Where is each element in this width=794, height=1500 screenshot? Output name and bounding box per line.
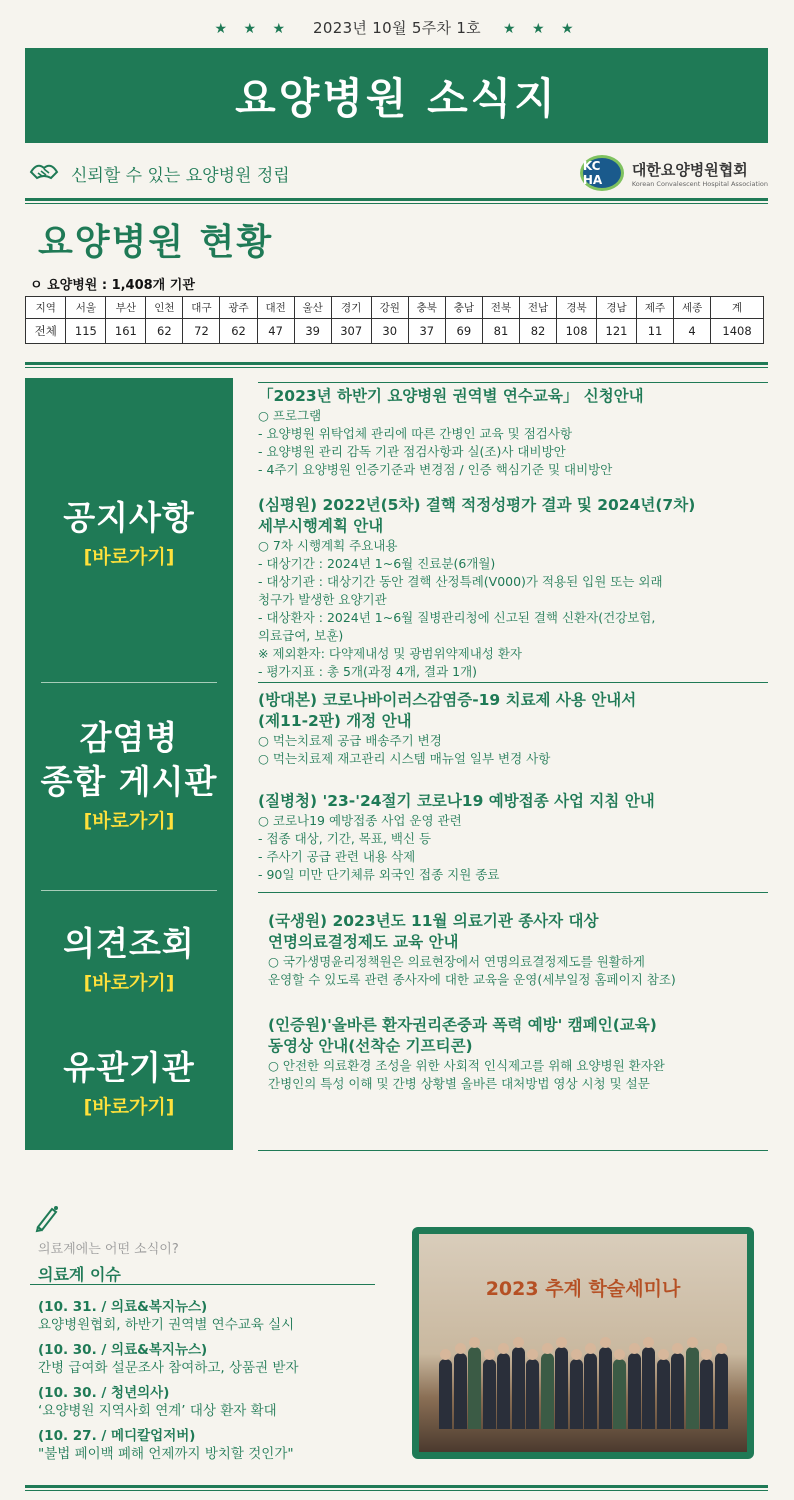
table-cell: 제주 (636, 297, 673, 319)
photo-person (468, 1347, 481, 1429)
photo-people (439, 1329, 739, 1429)
category-sidebar (25, 378, 233, 1150)
photo-banner-text: 2023 추계 학술세미나 (485, 1278, 681, 1300)
news-headline[interactable]: 요양병원협회, 하반기 권역별 연수교육 실시 (38, 1317, 295, 1333)
body-line: - 대상환자 : 2024년 1~6월 질병관리청에 신고된 결핵 신환자(건강보험, (258, 610, 656, 625)
photo-person (715, 1353, 728, 1429)
table-cell: 4 (674, 319, 711, 344)
body-line: 청구가 발생한 요양기관 (258, 592, 387, 607)
notice-category[interactable] (25, 496, 233, 569)
stars-left: ★ ★ ★ (214, 21, 292, 37)
photo-person (454, 1353, 467, 1429)
infect-category[interactable] (25, 716, 233, 833)
table-cell: 108 (557, 319, 597, 344)
news-date: (10. 30. / 의료&복지뉴스) (38, 1342, 208, 1358)
infect-heading-2: 종합 게시판 (40, 762, 218, 801)
news-rule (30, 1284, 375, 1285)
photo-person (555, 1347, 568, 1429)
related-category[interactable] (25, 1046, 233, 1119)
table-cell: 전체 (26, 319, 66, 344)
table-cell: 지역 (26, 297, 66, 319)
table-cell: 울산 (294, 297, 331, 319)
status-summary: ㅇ 요양병원 : 1,408개 기관 (30, 278, 195, 293)
table-cell: 11 (636, 319, 673, 344)
table-cell: 47 (257, 319, 294, 344)
slogan (25, 160, 290, 187)
region-count-row (26, 319, 764, 344)
sidebar-divider (41, 682, 217, 683)
opinion-category[interactable] (25, 922, 233, 995)
table-cell: 62 (146, 319, 183, 344)
opinion-item-title-2: 동영상 안내(선착순 기프티콘) (268, 1037, 473, 1055)
infect-heading-1: 감염병 (79, 718, 179, 757)
body-line: - 요양병원 위탁업체 관리에 따른 간병인 교육 및 점검사항 (258, 426, 573, 441)
table-cell: 대구 (183, 297, 220, 319)
body-line: - 주사기 공급 관련 내용 삭제 (258, 849, 416, 864)
body-line: - 90일 미만 단기체류 외국인 접종 지원 종료 (258, 867, 500, 882)
news-title: 의료계 이슈 (38, 1265, 121, 1284)
news-date: (10. 27. / 메디칼업저버) (38, 1428, 196, 1444)
news-date: (10. 31. / 의료&복지뉴스) (38, 1299, 208, 1315)
opinion-heading: 의견조회 (63, 924, 195, 963)
body-line: ○ 프로그램 (258, 408, 322, 423)
table-cell: 경북 (557, 297, 597, 319)
header-divider (25, 198, 768, 204)
news-headline[interactable]: 간병 급여화 설문조사 참여하고, 상품권 받자 (38, 1360, 299, 1376)
opinion-item-lst[interactable] (268, 911, 778, 989)
body-line: ○ 먹는치료제 재고관리 시스템 매뉴얼 일부 변경 사항 (258, 751, 551, 766)
body-line: - 요양병원 관리 감독 기관 점검사항과 실(조)사 대비방안 (258, 444, 566, 459)
region-table (25, 296, 764, 344)
photo-person (613, 1359, 626, 1429)
footer-divider (25, 1485, 768, 1491)
table-cell: 전북 (482, 297, 519, 319)
slogan-text: 신뢰할 수 있는 요양병원 정립 (71, 165, 290, 186)
photo-person (570, 1359, 583, 1429)
body-line: - 접종 대상, 기간, 목표, 백신 등 (258, 831, 432, 846)
region-header-row (26, 297, 764, 319)
slogan-row (25, 150, 768, 196)
section-bottom-rule (258, 1150, 768, 1151)
body-line: 운영할 수 있도록 관련 종사자에 대한 교육을 운영(세부일정 홈페이지 참조) (268, 972, 676, 987)
title-banner (25, 48, 768, 143)
newsletter-title: 요양병원 소식지 (235, 73, 558, 123)
handshake-icon (29, 160, 59, 187)
photo-person (671, 1353, 684, 1429)
notice-item-title-2: 세부시행계획 안내 (258, 517, 384, 535)
photo-person (439, 1359, 452, 1429)
news-headline[interactable]: "불법 페이백 폐해 언제까지 방치할 것인가" (38, 1446, 294, 1462)
table-cell: 72 (183, 319, 220, 344)
photo-person (686, 1347, 699, 1429)
notice-item-title-1: (심평원) 2022년(5차) 결핵 적정성평가 결과 및 2024년(7차) (258, 496, 696, 514)
status-title: 요양병원 현황 (38, 222, 274, 263)
news-item[interactable] (38, 1427, 398, 1463)
logo-english: Korean Convalescent Hospital Association (631, 179, 768, 188)
related-heading: 유관기관 (63, 1048, 195, 1087)
notice-item-body (258, 407, 768, 479)
table-cell: 경기 (331, 297, 371, 319)
infect-item-title: (질병청) '23-'24절기 코로나19 예방접종 사업 지침 안내 (258, 792, 655, 810)
photo-person (700, 1359, 713, 1429)
notice-link[interactable]: [바로가기] (83, 546, 175, 568)
body-line: - 평가지표 : 총 5개(과정 4개, 결과 1개) (258, 664, 478, 679)
infect-link[interactable]: [바로가기] (83, 810, 175, 832)
table-cell: 307 (331, 319, 371, 344)
related-link[interactable]: [바로가기] (83, 1096, 175, 1118)
opinion-item-campaign[interactable] (268, 1015, 778, 1093)
table-cell: 경남 (597, 297, 637, 319)
table-cell: 115 (66, 319, 106, 344)
table-cell: 인천 (146, 297, 183, 319)
pencil-icon (32, 1203, 62, 1239)
news-headline[interactable]: ‘요양병원 지역사회 연계’ 대상 환자 확대 (38, 1403, 277, 1419)
news-question: 의료계에는 어떤 소식이? (38, 1242, 179, 1257)
photo-person (526, 1359, 539, 1429)
body-line: - 대상기관 : 대상기간 동안 결핵 산정특례(V000)가 적용된 입원 또는 외래 (258, 574, 663, 589)
body-line: - 대상기간 : 2024년 1~6월 진료분(6개월) (258, 556, 496, 571)
opinion-link[interactable]: [바로가기] (83, 972, 175, 994)
issue-number: 2023년 10월 5주차 1호 (313, 19, 481, 37)
seminar-photo (412, 1227, 754, 1459)
photo-person (541, 1353, 554, 1429)
news-item[interactable] (38, 1298, 398, 1334)
body-line: ○ 7차 시행계획 주요내용 (258, 538, 398, 553)
kcha-logo-icon: KC HA (580, 155, 624, 191)
issue-line (0, 17, 794, 38)
opinion-item-title-1: (국생원) 2023년도 11월 의료기관 종사자 대상 (268, 912, 599, 930)
table-cell: 81 (482, 319, 519, 344)
notice-item-body (258, 537, 768, 681)
body-line: 간병인의 특성 이해 및 간병 상황별 올바른 대처방법 영상 시청 및 설문 (268, 1076, 650, 1091)
notice-item-title: 「2023년 하반기 요양병원 권역별 연수교육」 신청안내 (258, 387, 644, 405)
body-line: 의료급여, 보훈) (258, 628, 344, 643)
opinion-item-title-1: (인증원)'올바른 환자권리존중과 폭력 예방' 캠페인(교육) (268, 1016, 657, 1034)
table-cell: 69 (445, 319, 482, 344)
notice-item-tb[interactable] (258, 495, 768, 681)
news-item[interactable] (38, 1341, 398, 1377)
table-cell: 82 (519, 319, 556, 344)
table-cell: 37 (408, 319, 445, 344)
infect-item-title-2: (제11-2판) 개정 안내 (258, 712, 412, 730)
photo-person (584, 1353, 597, 1429)
table-cell: 62 (220, 319, 257, 344)
photo-person (642, 1347, 655, 1429)
table-cell: 계 (711, 297, 764, 319)
sidebar-divider (41, 890, 217, 891)
infect-item-treatment[interactable] (258, 690, 768, 768)
stars-right: ★ ★ ★ (502, 21, 580, 37)
body-line: - 4주기 요양병원 인증기준과 변경점 / 인증 핵심기준 및 대비방안 (258, 462, 613, 477)
body-line: ○ 안전한 의료환경 조성을 위한 사회적 인식제고를 위해 요양병원 환자완 (268, 1058, 665, 1073)
infect-item-title-1: (방대본) 코로나바이러스감염증-19 치료제 사용 안내서 (258, 691, 637, 709)
table-cell: 충북 (408, 297, 445, 319)
table-cell: 세종 (674, 297, 711, 319)
table-cell: 부산 (106, 297, 146, 319)
section-divider (25, 362, 768, 368)
notice-heading: 공지사항 (63, 498, 195, 537)
infect-item-vaccine[interactable] (258, 791, 768, 884)
notice-item-training[interactable] (258, 386, 768, 479)
opinion-item-title-2: 연명의료결정제도 교육 안내 (268, 933, 459, 951)
table-cell: 39 (294, 319, 331, 344)
body-line: ○ 국가생명윤리정책원은 의료현장에서 연명의료결정제도를 원활하게 (268, 954, 645, 969)
body-line: ○ 코로나19 예방접종 사업 운영 관련 (258, 813, 462, 828)
table-cell: 대전 (257, 297, 294, 319)
infect-item-body (258, 732, 768, 768)
notice-top-rule (258, 382, 768, 383)
infect-item-body (258, 812, 768, 884)
logo-name: 대한요양병원협회 (631, 160, 748, 179)
body-line: ※ 제외환자: 다약제내성 및 광범위약제내성 환자 (258, 646, 522, 661)
news-item[interactable] (38, 1384, 398, 1420)
table-cell: 1408 (711, 319, 764, 344)
photo-person (599, 1347, 612, 1429)
table-cell: 전남 (519, 297, 556, 319)
table-cell: 서울 (66, 297, 106, 319)
association-logo (580, 155, 768, 191)
opinion-top-rule (258, 892, 768, 893)
table-cell: 광주 (220, 297, 257, 319)
photo-person (628, 1353, 641, 1429)
table-cell: 161 (106, 319, 146, 344)
photo-person (657, 1359, 670, 1429)
infect-top-rule (258, 682, 768, 683)
photo-person (483, 1359, 496, 1429)
body-line: ○ 먹는치료제 공급 배송주기 변경 (258, 733, 442, 748)
table-cell: 30 (371, 319, 408, 344)
opinion-item-body (268, 953, 778, 989)
photo-person (512, 1347, 525, 1429)
table-cell: 강원 (371, 297, 408, 319)
photo-person (497, 1353, 510, 1429)
table-cell: 충남 (445, 297, 482, 319)
opinion-item-body (268, 1057, 778, 1093)
news-date: (10. 30. / 청년의사) (38, 1385, 170, 1401)
table-cell: 121 (597, 319, 637, 344)
